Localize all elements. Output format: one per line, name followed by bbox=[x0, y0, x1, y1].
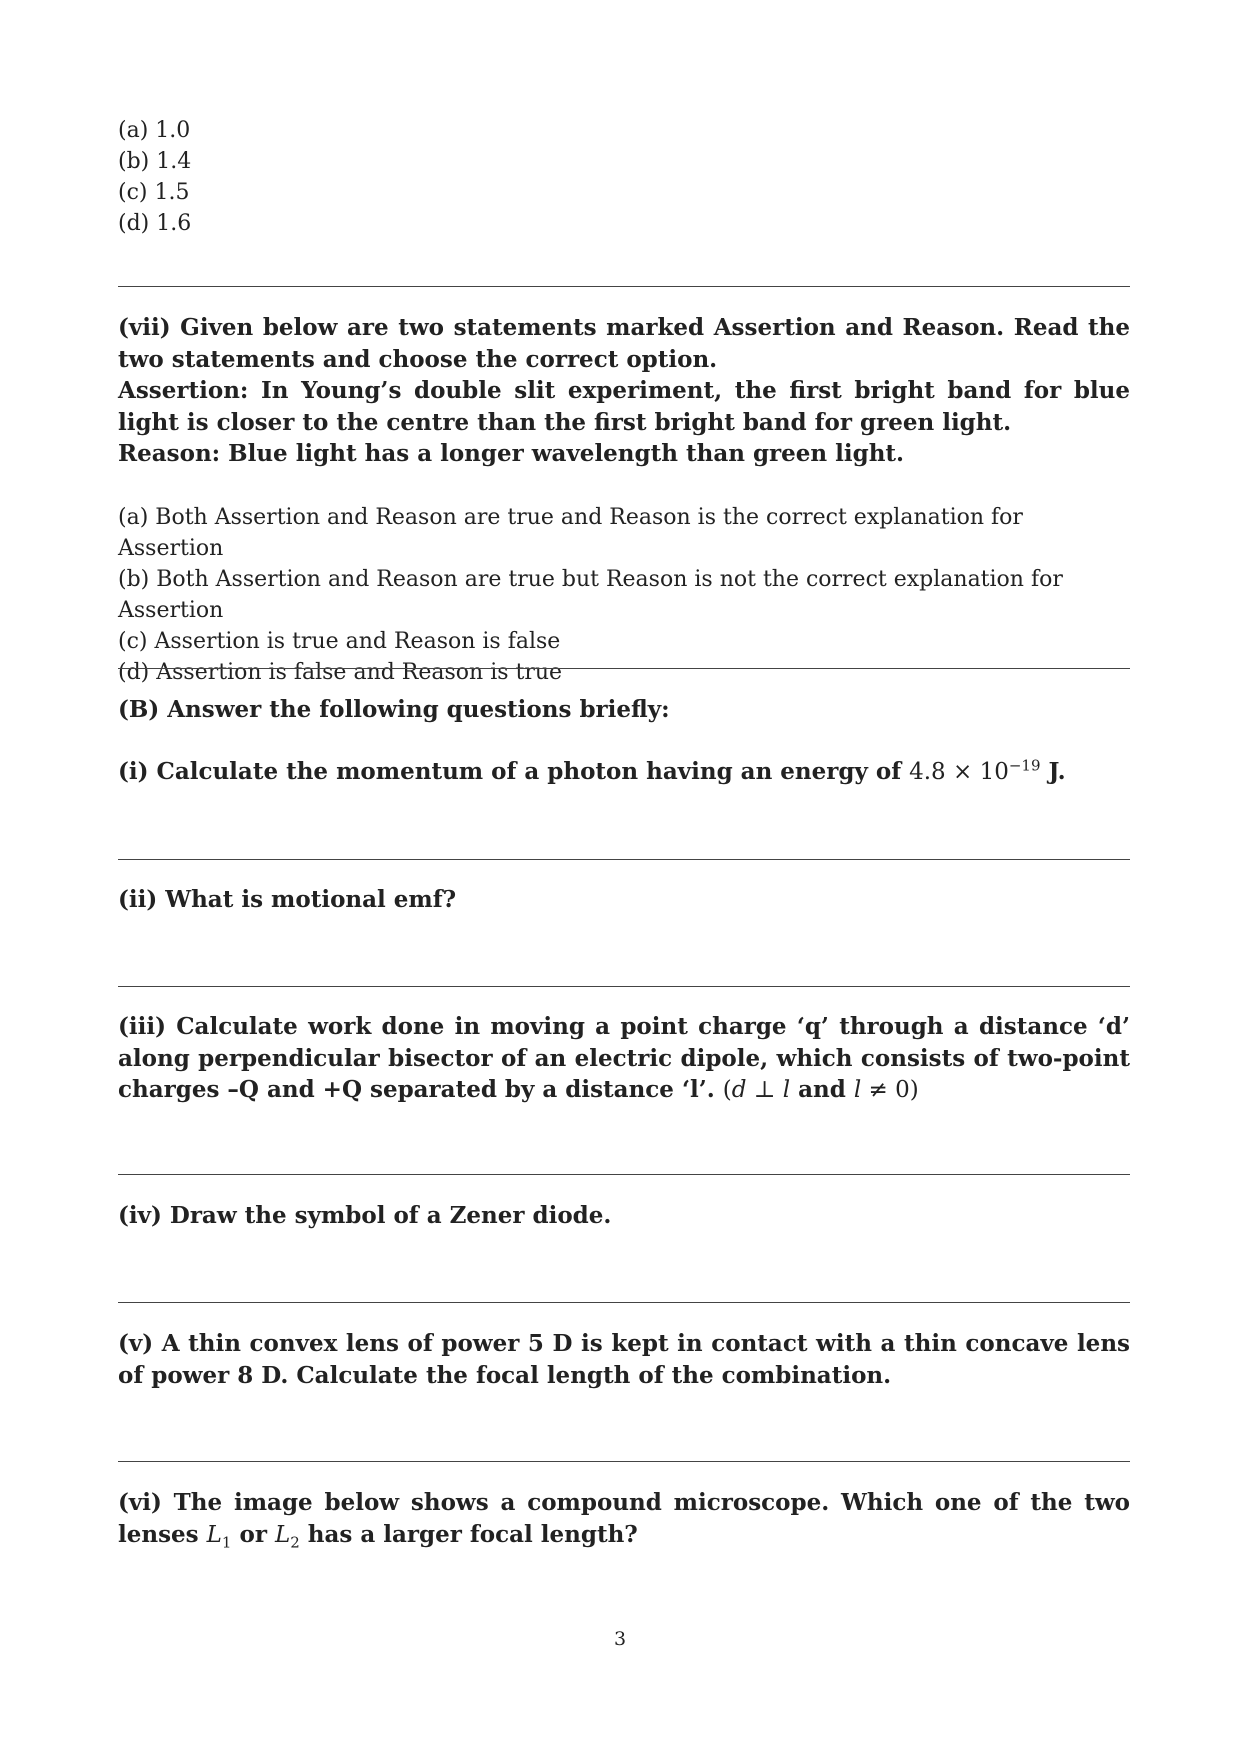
lens-l2-subscript: 2 bbox=[290, 1533, 300, 1552]
neq-zero: ≠ 0) bbox=[861, 1077, 919, 1103]
question-b-ii: (ii) What is motional emf? bbox=[118, 886, 457, 913]
question-b-v: (v) A thin convex lens of power 5 D is kept in contact with a thin concave lens of power 8 D. Calculate the focal length of the combination. bbox=[118, 1330, 1130, 1389]
option-c: (c) Assertion is true and Reason is false bbox=[118, 629, 561, 654]
option-b: (b) 1.4 bbox=[118, 149, 192, 174]
question-b-iv: (iv) Draw the symbol of a Zener diode. bbox=[118, 1202, 612, 1229]
energy-exponent: −19 bbox=[1008, 756, 1041, 775]
lens-l2: L bbox=[274, 1521, 291, 1548]
divider bbox=[118, 1302, 1130, 1303]
var-d: d bbox=[731, 1077, 747, 1103]
question-b-vi bbox=[118, 1487, 1130, 1551]
divider bbox=[118, 859, 1130, 860]
divider bbox=[118, 1174, 1130, 1175]
divider bbox=[118, 668, 1130, 669]
question-text: (i) Calculate the momentum of a photon having an energy of bbox=[118, 758, 902, 785]
question-text: (iii) Calculate work done in moving a point charge ‘q’ through a distance ‘d’ along perpendicular bisector of an electric dipole, which consists of two-point charges –Q and +Q separated by a distance ‘l’. bbox=[118, 1013, 1130, 1103]
question-vii-stem: (vii) Given below are two statements marked Assertion and Reason. Read the two statements and choose the correct option. bbox=[118, 314, 1130, 373]
and-word: and bbox=[790, 1076, 854, 1103]
lens-l1-subscript: 1 bbox=[221, 1533, 232, 1552]
option-b: (b) Both Assertion and Reason are true but Reason is not the correct explanation for Assertion bbox=[118, 567, 1063, 623]
question-vii bbox=[118, 312, 1130, 470]
option-d: (d) 1.6 bbox=[118, 211, 192, 236]
divider bbox=[118, 986, 1130, 987]
condition-open: ( bbox=[722, 1077, 732, 1103]
var-l: l bbox=[853, 1077, 862, 1103]
option-a: (a) Both Assertion and Reason are true and Reason is the correct explanation for Assertion bbox=[118, 505, 1023, 561]
perp-symbol: ⊥ bbox=[746, 1077, 783, 1103]
reason-statement: Reason: Blue light has a longer wavelength than green light. bbox=[118, 440, 905, 467]
page-number: 3 bbox=[613, 1628, 627, 1650]
question-text-rest: has a larger focal length? bbox=[299, 1520, 638, 1548]
energy-unit: J. bbox=[1048, 758, 1066, 785]
previous-options bbox=[118, 115, 1130, 239]
question-b-iii bbox=[118, 1011, 1130, 1107]
divider bbox=[118, 286, 1130, 287]
question-b-i bbox=[118, 756, 1130, 789]
assertion-statement: Assertion: In Young’s double slit experiment, the first bright band for blue light is closer to the centre than the first bright band for green light. bbox=[118, 377, 1130, 436]
energy-value: 4.8 × 10 bbox=[909, 759, 1009, 785]
section-b-heading: (B) Answer the following questions briefly: bbox=[118, 696, 670, 723]
divider bbox=[118, 1461, 1130, 1462]
option-c: (c) 1.5 bbox=[118, 180, 190, 205]
var-l: l bbox=[782, 1077, 791, 1103]
or-word: or bbox=[231, 1520, 275, 1548]
question-vii-options bbox=[118, 502, 1130, 688]
lens-l1: L bbox=[206, 1521, 222, 1548]
option-a: (a) 1.0 bbox=[118, 118, 191, 143]
question-text: (vi) The image below shows a compound microscope. Which one of the two lenses bbox=[118, 1489, 1130, 1548]
option-d: (d) Assertion is false and Reason is true bbox=[118, 660, 563, 685]
